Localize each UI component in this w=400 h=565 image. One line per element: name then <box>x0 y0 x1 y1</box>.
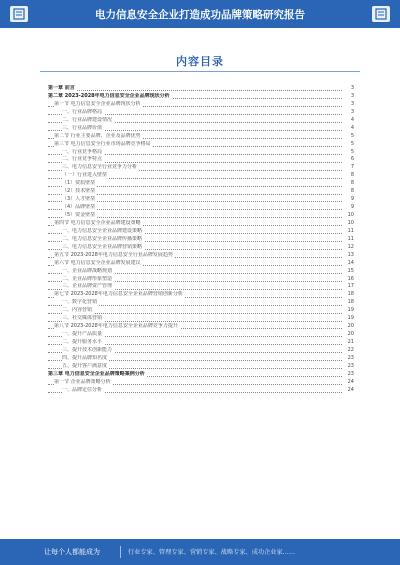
toc-page-number: 23 <box>343 363 354 371</box>
toc-entry-title: 二、企业品牌形象塑造 <box>62 275 113 282</box>
toc-entry-title: 三、企业品牌资产管理 <box>62 283 113 290</box>
toc-entry-title: 第四节 电力信息安全企业品牌建设策略 <box>54 219 141 226</box>
toc-page-number: 20 <box>343 331 354 339</box>
toc-entry[interactable] <box>48 283 354 291</box>
toc-entry-title: 第一章 前言 <box>48 85 75 91</box>
toc-page-number: 13 <box>343 252 354 260</box>
toc-entry-title: 三、提升技术创新能力 <box>62 346 113 353</box>
footer-slogan: 让每个人都能成为 <box>44 548 100 556</box>
toc-page-number: 24 <box>343 379 354 387</box>
toc-entry-title: 一、提升产品质量 <box>62 331 103 338</box>
toc-entry[interactable] <box>48 188 354 196</box>
report-title: 电力信息安全企业打造成功品牌策略研究报告 <box>95 9 305 21</box>
toc-entry-title: （3）人才壁垒 <box>62 196 96 203</box>
toc-page-number: 23 <box>343 355 354 363</box>
toc-entry-title: 第二节 行业主要品牌、企业及品牌优势 <box>54 132 141 139</box>
toc-heading: 内容目录 <box>176 55 224 68</box>
toc-entry[interactable] <box>48 149 354 157</box>
toc-entry[interactable] <box>48 387 354 395</box>
toc-page-number: 12 <box>343 244 354 252</box>
toc-entry-title: 一、行业品牌格局 <box>62 108 103 115</box>
toc-entry-title: 三、行业品牌价值 <box>62 124 103 131</box>
toc-entry[interactable] <box>48 180 354 188</box>
toc-entry-title: 二、电力信息安全企业品牌传播策略 <box>62 235 143 242</box>
toc-page-number: 24 <box>343 387 354 395</box>
toc-entry[interactable] <box>48 291 354 299</box>
toc-entry[interactable] <box>48 244 354 252</box>
toc-entry[interactable] <box>48 196 354 204</box>
toc-page-number: 19 <box>343 315 354 323</box>
toc-entry[interactable] <box>48 307 354 315</box>
toc-entry-title: 五、提升客户满意度 <box>62 362 108 369</box>
document-header-bar <box>0 0 400 28</box>
toc-entry[interactable] <box>48 268 354 276</box>
toc-entry[interactable] <box>48 371 354 379</box>
toc-entry[interactable] <box>48 347 354 355</box>
toc-page-number: 10 <box>343 212 354 220</box>
document-icon <box>372 6 390 22</box>
toc-entry[interactable] <box>48 204 354 212</box>
toc-entry-title: 第一节 电力信息安全企业品牌现状分析 <box>54 100 141 107</box>
toc-page-number: 4 <box>343 125 354 133</box>
toc-entry-title: （一）行业进入壁垒 <box>62 172 108 179</box>
toc-entry-title: 二、提升服务水平 <box>62 339 103 345</box>
footer-divider <box>120 546 121 558</box>
footer-tagline: 行业专家、管理专家、营销专家、战略专家、成功企业家…… <box>128 549 296 556</box>
toc-divider <box>40 71 360 72</box>
toc-entry-title: 三、社交媒体营销 <box>62 315 103 322</box>
toc-entry[interactable] <box>48 101 354 109</box>
toc-page-number: 3 <box>343 85 354 93</box>
toc-page-number: 16 <box>343 276 354 284</box>
toc-entry[interactable] <box>48 236 354 244</box>
toc-page-number: 18 <box>343 291 354 299</box>
toc-entry[interactable] <box>48 156 354 164</box>
toc-page-number: 11 <box>343 228 354 236</box>
toc-page-number: 8 <box>343 188 354 196</box>
toc-entry[interactable] <box>48 164 354 172</box>
toc-page-number: 6 <box>343 156 354 164</box>
toc-page-number: 5 <box>343 133 354 141</box>
toc-entry-title: 二、行业竞争特点 <box>62 156 103 163</box>
toc-page-number: 3 <box>343 93 354 101</box>
toc-entry[interactable] <box>48 141 354 149</box>
toc-entry-title: 一、数字化营销 <box>62 299 98 306</box>
toc-entry[interactable] <box>48 228 354 236</box>
toc-entry[interactable] <box>48 379 354 387</box>
toc-entry[interactable] <box>48 109 354 117</box>
toc-entry[interactable] <box>48 315 354 323</box>
toc-entry[interactable] <box>48 172 354 180</box>
toc-entry[interactable] <box>48 355 354 363</box>
toc-page-number: 3 <box>343 101 354 109</box>
toc-page-number: 9 <box>343 204 354 212</box>
toc-page-number: 10 <box>343 220 354 228</box>
toc-page-number: 8 <box>343 180 354 188</box>
toc-page-number: 8 <box>343 172 354 180</box>
toc-entry[interactable] <box>48 323 354 331</box>
document-footer-bar <box>0 539 400 565</box>
toc-entry-title: 三、电力信息安全企业品牌营销策略 <box>62 243 143 250</box>
toc-page-number: 19 <box>343 307 354 315</box>
toc-entry-title: 一、行业竞争格局 <box>62 148 103 155</box>
toc-page-number: 21 <box>343 339 354 347</box>
toc-entry-title: 第一节 企业品牌策略分析 <box>54 378 111 385</box>
toc-entry-title: 第七节 2023-2028年电力信息安全企业品牌营销创新分析 <box>54 291 183 298</box>
toc-entry-title: 第三节 电力信息安全行业市场品牌竞争格局 <box>54 140 151 147</box>
toc-entry[interactable] <box>48 212 354 220</box>
toc-entry[interactable] <box>48 260 354 268</box>
toc-entry-title: （2）技术壁垒 <box>62 188 96 195</box>
toc-entry[interactable] <box>48 133 354 141</box>
toc-page-number: 22 <box>343 347 354 355</box>
toc-entry[interactable] <box>48 252 354 260</box>
toc-entry[interactable] <box>48 125 354 133</box>
toc-entry-title: 四、提升品牌知名度 <box>62 354 108 361</box>
toc-entry-title: （5）资金壁垒 <box>62 212 96 218</box>
toc-entry-title: 二、内容营销 <box>62 307 93 314</box>
toc-page-number: 4 <box>343 117 354 125</box>
toc-entry[interactable] <box>48 331 354 339</box>
toc-page-number: 11 <box>343 236 354 244</box>
toc-entry[interactable] <box>48 339 354 347</box>
toc-entry-title: 第三章 电力信息安全企业品牌策略案例分析 <box>48 370 145 377</box>
toc-entry[interactable] <box>48 93 354 101</box>
toc-entry-title: 一、企业品牌战略规划 <box>62 267 113 274</box>
toc-entry-title: 第八节 2023-2028年电力信息安全企业品牌竞争力提升 <box>54 323 178 330</box>
toc-entry[interactable] <box>48 117 354 125</box>
toc-page-number: 14 <box>343 260 354 268</box>
toc-page-number: 3 <box>343 109 354 117</box>
toc-entry-title: （1）资质壁垒 <box>62 180 96 187</box>
table-of-contents <box>48 85 354 395</box>
toc-page-number: 23 <box>343 371 354 379</box>
toc-entry-title: 二、行业品牌建设情况 <box>62 116 113 123</box>
toc-page-number: 5 <box>343 149 354 157</box>
toc-entry-title: 第五节 2023-2028年电力信息安全行业品牌发展趋势 <box>54 251 173 258</box>
toc-entry[interactable] <box>48 220 354 228</box>
toc-entry-title: 第六节 电力信息安全企业品牌发展建议 <box>54 259 141 266</box>
toc-page-number: 7 <box>343 164 354 172</box>
toc-entry[interactable] <box>48 363 354 371</box>
toc-entry-title: （4）品牌壁垒 <box>62 204 96 211</box>
toc-page-number: 5 <box>343 141 354 149</box>
toc-entry-title: 一、品牌定位分析 <box>62 386 103 393</box>
toc-entry-title: 一、电力信息安全企业品牌建设策略 <box>62 227 143 234</box>
toc-entry-title: 三、电力信息安全行业竞争力分析 <box>62 164 138 171</box>
toc-page-number: 17 <box>343 283 354 291</box>
toc-page-number: 20 <box>343 323 354 331</box>
toc-entry[interactable] <box>48 276 354 284</box>
toc-leader-dots <box>48 90 344 91</box>
toc-page-number: 9 <box>343 196 354 204</box>
toc-page-number: 18 <box>343 299 354 307</box>
toc-page-number: 15 <box>343 268 354 276</box>
toc-entry-title: 第二章 2023-2028年电力信息安全企业品牌现状分析 <box>48 92 170 99</box>
toc-entry[interactable] <box>48 85 354 93</box>
toc-entry[interactable] <box>48 299 354 307</box>
